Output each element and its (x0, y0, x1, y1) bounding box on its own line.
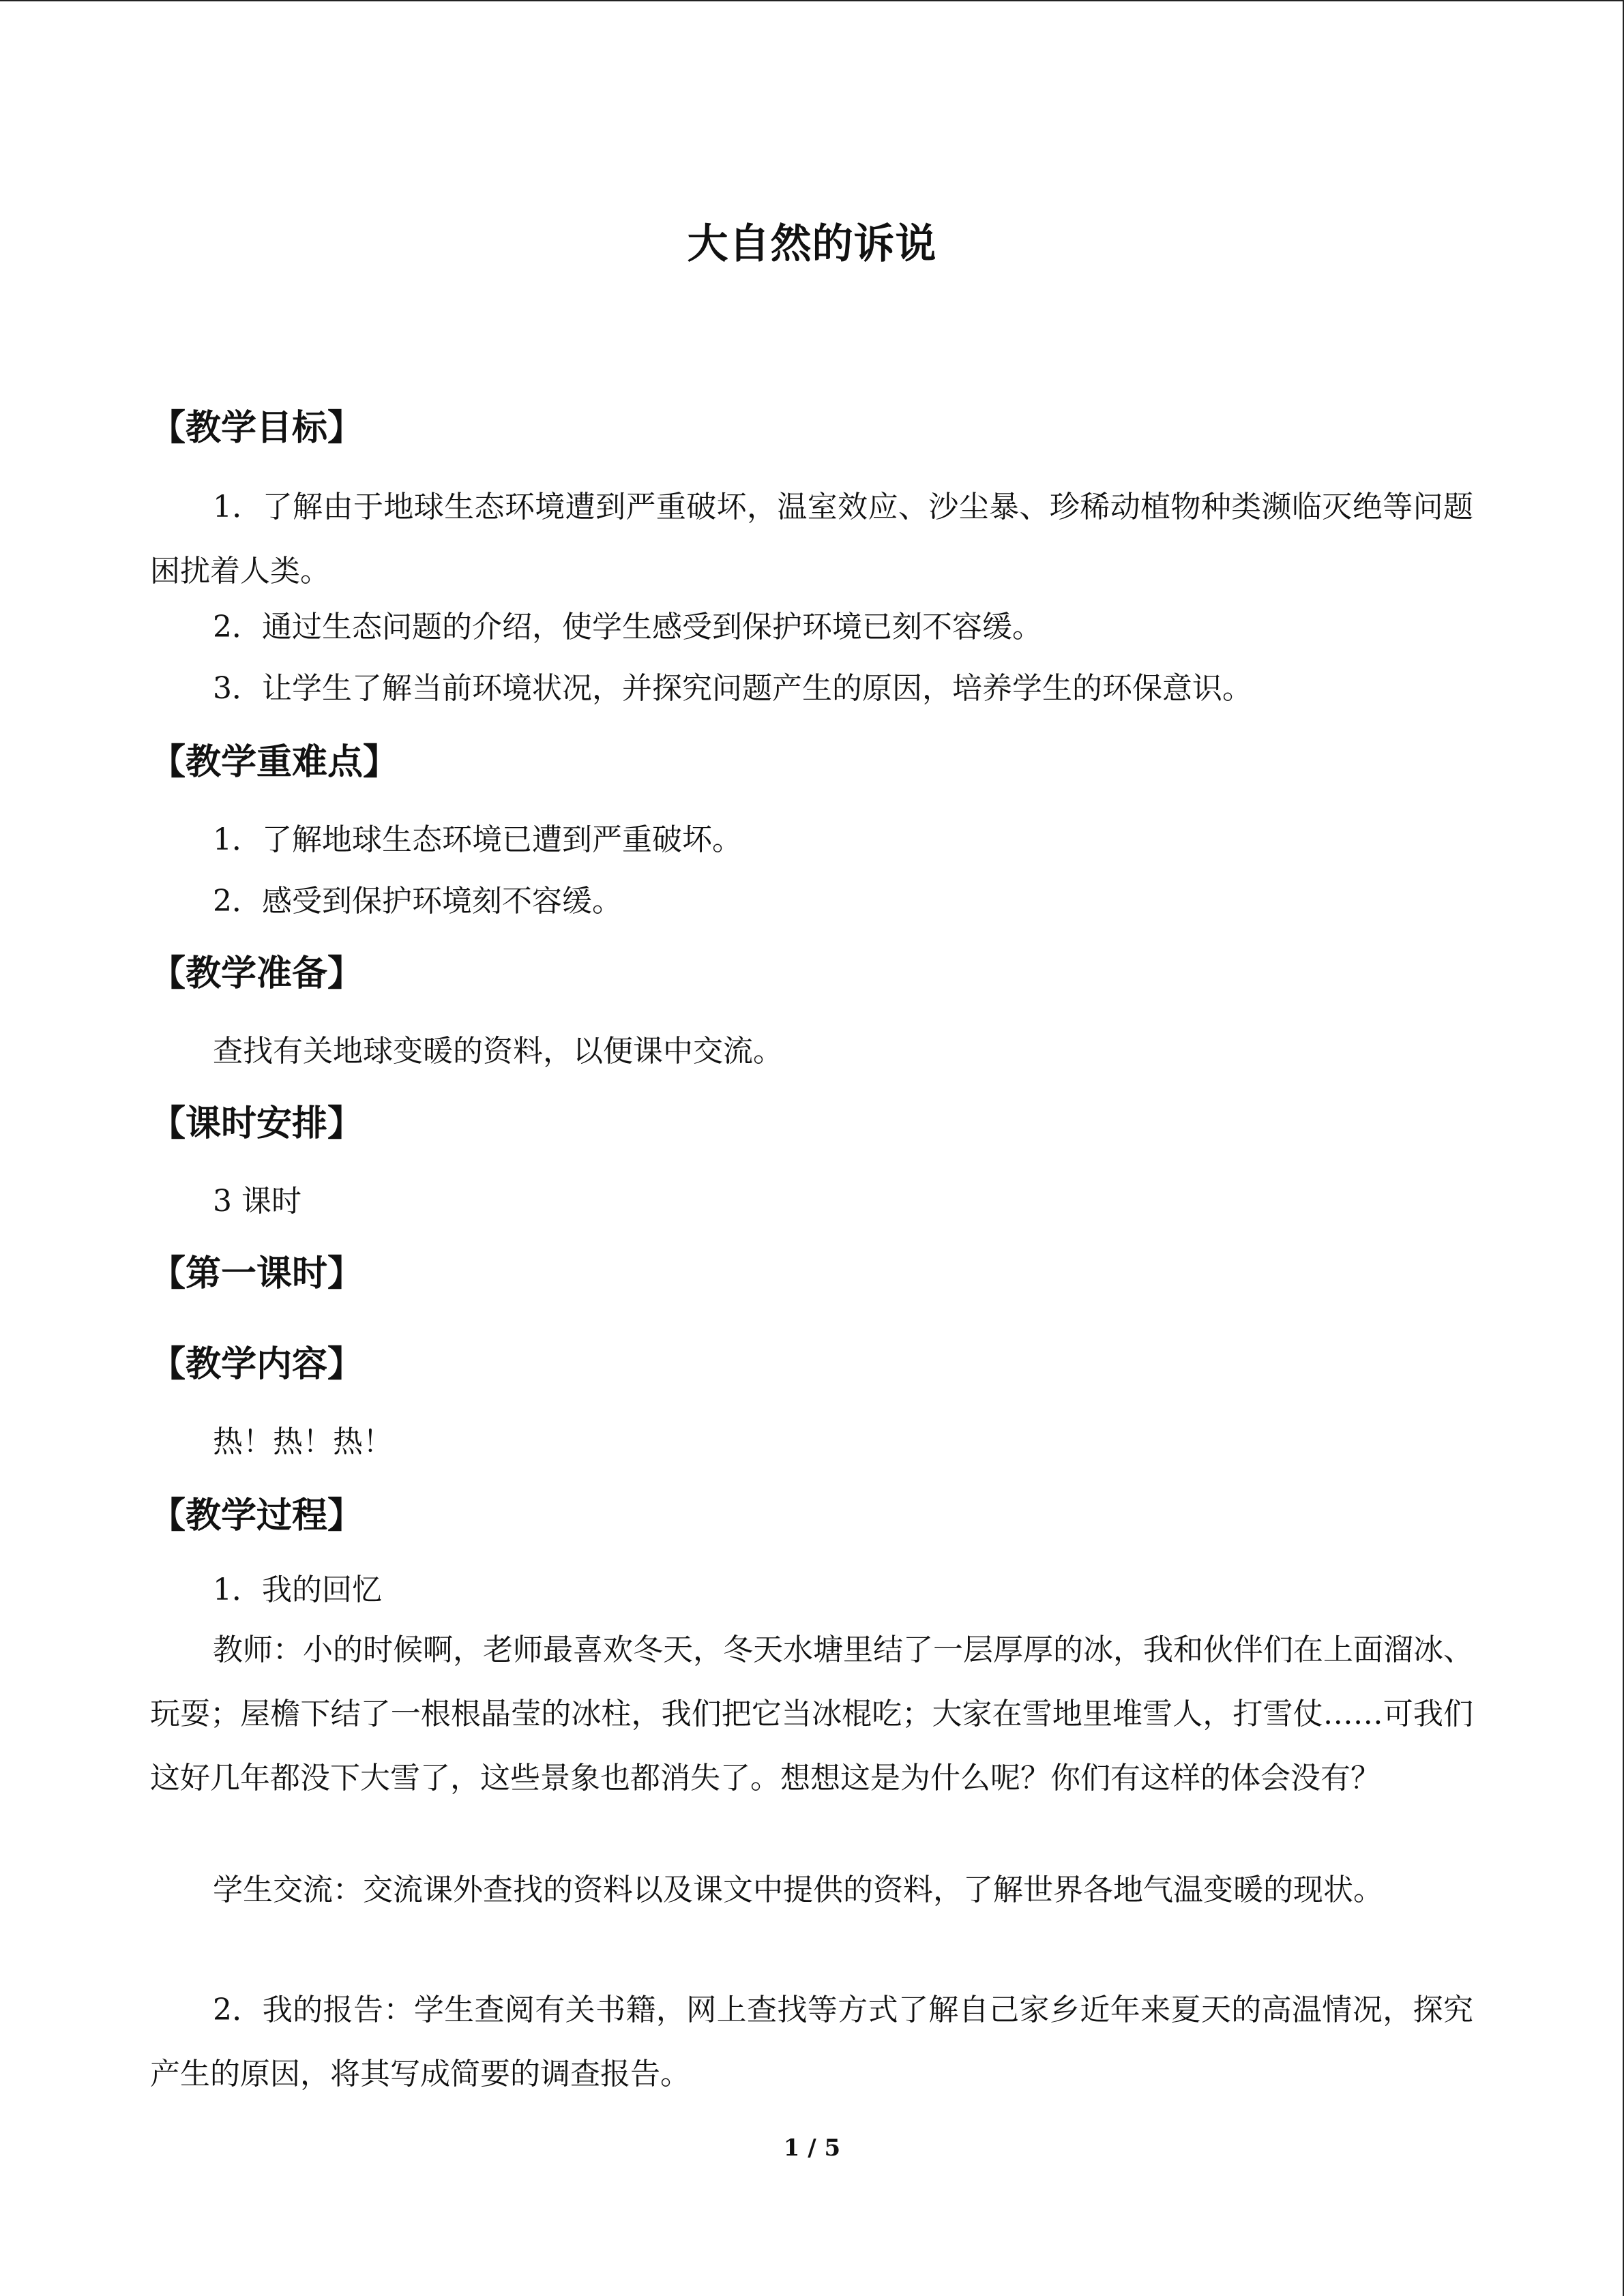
objective-2: 2．通过生态问题的介绍，使学生感受到保护环境已刻不容缓。 (213, 610, 1042, 644)
page-title: 大自然的诉说 (687, 220, 937, 268)
section-heading-preparation: 【教学准备】 (150, 953, 364, 994)
process-step-1-title: 1．我的回忆 (213, 1572, 382, 1607)
key-point-2: 2．感受到保护环境刻不容缓。 (213, 884, 622, 919)
section-heading-objectives: 【教学目标】 (150, 408, 364, 449)
section-heading-content: 【教学内容】 (150, 1344, 364, 1385)
process-student-paragraph: 学生交流：交流课外查找的资料以及课文中提供的资料，了解世界各地气温变暖的现状。 (213, 1873, 1383, 1907)
page-number: 1 / 5 (783, 2134, 841, 2162)
schedule-text: 3 课时 (213, 1184, 301, 1219)
content-text: 热！热！热！ (213, 1425, 393, 1459)
page-border-top (0, 0, 1624, 1)
key-point-1: 1．了解地球生态环境已遭到严重破坏。 (213, 822, 742, 857)
objective-1: 1．了解由于地球生态环境遭到严重破坏，温室效应、沙尘暴、珍稀动植物种类濒临灭绝等问题困扰着人类。 (150, 490, 1473, 588)
section-heading-key-points: 【教学重难点】 (150, 742, 399, 783)
section-heading-process: 【教学过程】 (150, 1495, 364, 1536)
process-teacher-paragraph: 教师：小的时候啊，老师最喜欢冬天，冬天水塘里结了一层厚厚的冰，我和伙伴们在上面溜冰、玩耍；屋檐下结了一根根晶莹的冰柱，我们把它当冰棍吃；大家在雪地里堆雪人，打雪仗……可我们这好几年都没下大雪了，这些景象也都消失了。想想这是为什么呢？你们有这样的体会没有？ (150, 1632, 1473, 1795)
objective-3: 3．让学生了解当前环境状况，并探究问题产生的原因，培养学生的环保意识。 (213, 671, 1252, 706)
preparation-text: 查找有关地球变暖的资料，以便课中交流。 (213, 1034, 783, 1069)
process-step-2-paragraph: 2．我的报告：学生查阅有关书籍，网上查找等方式了解自己家乡近年来夏天的高温情况，探究产生的原因，将其写成简要的调查报告。 (150, 1993, 1473, 2091)
section-heading-first-lesson: 【第一课时】 (150, 1253, 364, 1294)
section-heading-schedule: 【课时安排】 (150, 1103, 364, 1144)
